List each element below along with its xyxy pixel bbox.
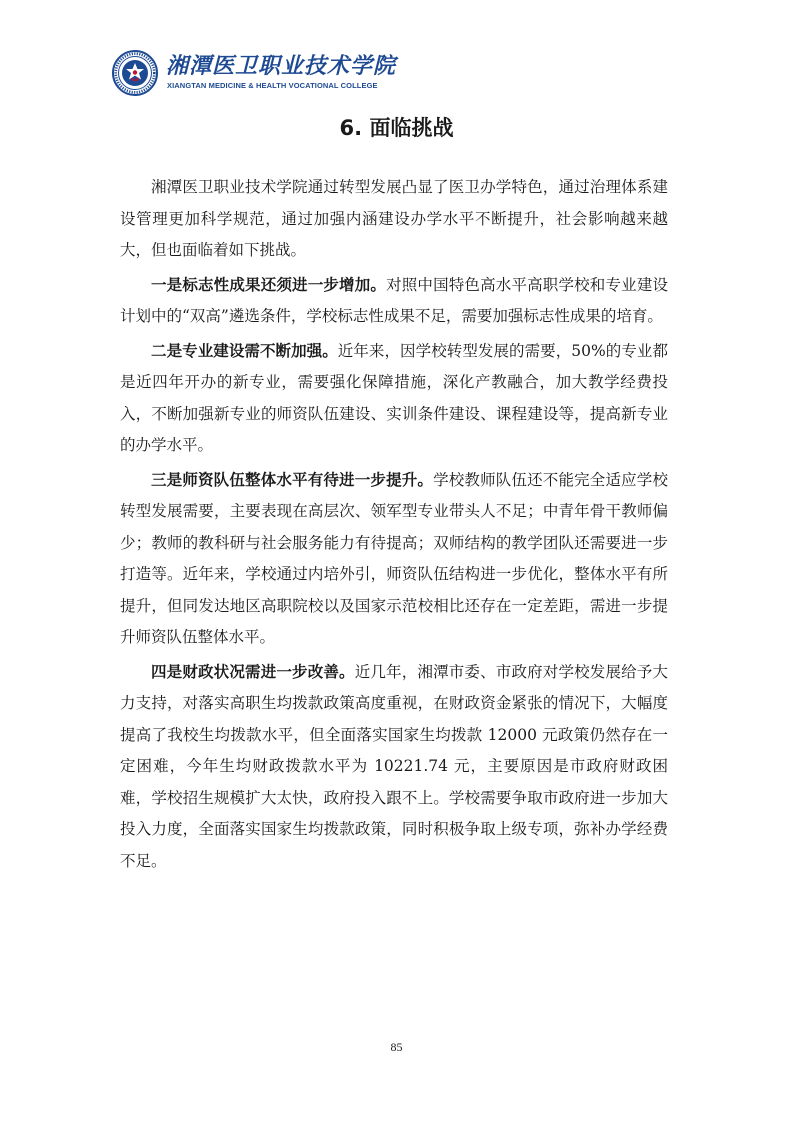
body-text xyxy=(120,172,668,880)
section-title: 6. 面临挑战 xyxy=(339,116,454,140)
page-header xyxy=(112,50,397,98)
paragraph-challenge-3 xyxy=(120,465,668,654)
paragraph-intro xyxy=(120,172,668,267)
paragraph-challenge-1 xyxy=(120,270,668,333)
paragraph-challenge-2 xyxy=(120,336,668,462)
page-number: 85 xyxy=(390,1040,403,1054)
paragraph-text: 近几年，湘潭市委、市政府对学校发展给予大力支持，对落实高职生均拨款政策高度重视，在财政资金紧张的情况下，大幅度提高了我校生均拨款水平，但全面落实国家生均拨款 12000 元政策仍然存在一定困难，今年生均财政拨款水平为 10221.74 元，主要原因是市政府财政困难，学校招生规模扩大太快，政府投入跟不上。学校需要争取市政府进一步加大投入力度，全面落实国家生均拨款政策，同时积极争取上级专项，弥补办学经费不足。 xyxy=(120,662,668,870)
paragraph-text: 湘潭医卫职业技术学院通过转型发展凸显了医卫办学特色，通过治理体系建设管理更加科学规范，通过加强内涵建设办学水平不断提升，社会影响越来越大，但也面临着如下挑战。 xyxy=(120,178,668,259)
college-seal-icon xyxy=(112,50,158,96)
school-name-en: XIANGTAN MEDICINE & HEALTH VOCATIONAL COLLEGE xyxy=(167,81,378,90)
paragraph-text: 对照中国特色高水平高职学校和专业建设计划中的“双高”遴选条件，学校标志性成果不足，需要加强标志性成果的培育。 xyxy=(120,275,668,325)
school-name-cn: 湘潭医卫职业技术学院 xyxy=(166,53,397,79)
paragraph-lead: 一是标志性成果还须进一步增加。 xyxy=(151,275,387,294)
paragraph-text: 近年来，因学校转型发展的需要，50%的专业都是近四年开办的新专业，需要强化保障措施，深化产教融合，加大教学经费投入，不断加强新专业的师资队伍建设、实训条件建设、课程建设等，提高新专业的办学水平。 xyxy=(120,341,668,454)
paragraph-lead: 三是师资队伍整体水平有待进一步提升。 xyxy=(151,470,434,489)
paragraph-challenge-4 xyxy=(120,657,668,878)
paragraph-lead: 二是专业建设需不断加强。 xyxy=(151,341,338,360)
paragraph-lead: 四是财政状况需进一步改善。 xyxy=(151,662,355,681)
paragraph-text: 学校教师队伍还不能完全适应学校转型发展需要，主要表现在高层次、领军型专业带头人不足；中青年骨干教师偏少；教师的教科研与社会服务能力有待提高；双师结构的教学团队还需要进一步打造等。近年来，学校通过内培外引，师资队伍结构进一步优化，整体水平有所提升，但同发达地区高职院校以及国家示范校相比还存在一定差距，需进一步提升师资队伍整体水平。 xyxy=(120,470,668,646)
